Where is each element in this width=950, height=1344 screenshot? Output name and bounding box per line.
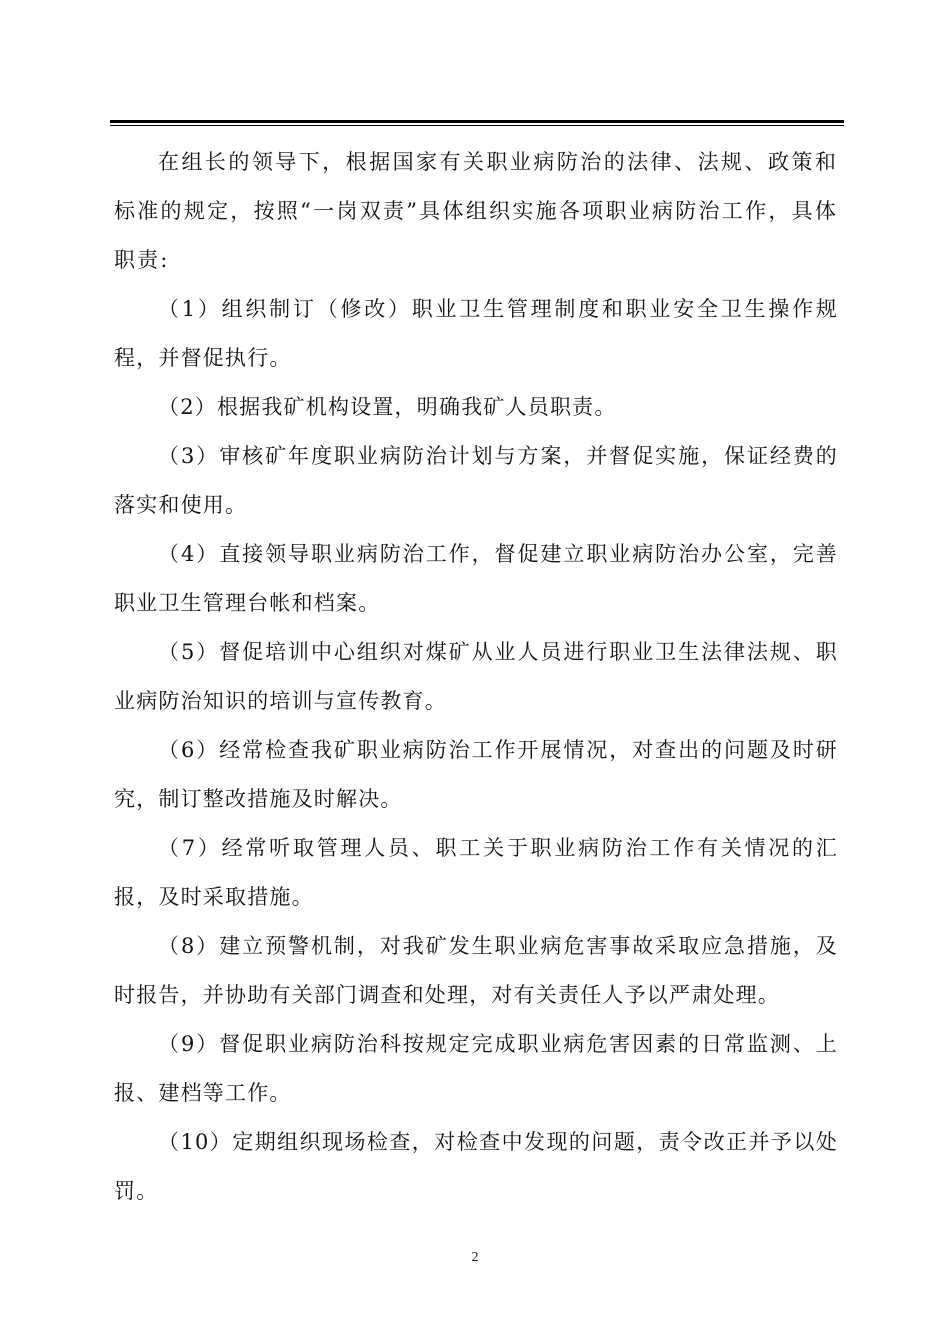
duty-item-5: （5）督促培训中心组织对煤矿从业人员进行职业卫生法律法规、职业病防治知识的培训与宣传教育。 bbox=[114, 640, 838, 713]
duty-item-7: （7）经常听取管理人员、职工关于职业病防治工作有关情况的汇报，及时采取措施。 bbox=[114, 836, 838, 909]
duty-item-2: （2）根据我矿机构设置，明确我矿人员职责。 bbox=[158, 395, 617, 419]
duty-item-4: （4）直接领导职业病防治工作，督促建立职业病防治办公室，完善职业卫生管理台帐和档案。 bbox=[114, 542, 838, 615]
duty-item-6: （6）经常检查我矿职业病防治工作开展情况，对查出的问题及时研究，制订整改措施及时解决。 bbox=[114, 738, 838, 811]
duty-item-1: （1）组织制订（修改）职业卫生管理制度和职业安全卫生操作规程，并督促执行。 bbox=[114, 297, 838, 370]
intro-paragraph: 在组长的领导下，根据国家有关职业病防治的法律、法规、政策和标准的规定，按照“一岗双责”具体组织实施各项职业病防治工作，具体职责: bbox=[114, 150, 838, 272]
duty-item-8: （8）建立预警机制，对我矿发生职业病危害事故采取应急措施，及时报告，并协助有关部门调查和处理，对有关责任人予以严肃处理。 bbox=[114, 934, 838, 1007]
duty-item-3: （3）审核矿年度职业病防治计划与方案，并督促实施，保证经费的落实和使用。 bbox=[114, 444, 838, 517]
header-rule bbox=[110, 120, 844, 126]
document-body bbox=[114, 138, 838, 1216]
duty-item-10: （10）定期组织现场检查，对检查中发现的问题，责令改正并予以处罚。 bbox=[114, 1130, 838, 1203]
page-number: 2 bbox=[471, 1250, 479, 1265]
duty-item-9: （9）督促职业病防治科按规定完成职业病危害因素的日常监测、上报、建档等工作。 bbox=[114, 1032, 838, 1105]
